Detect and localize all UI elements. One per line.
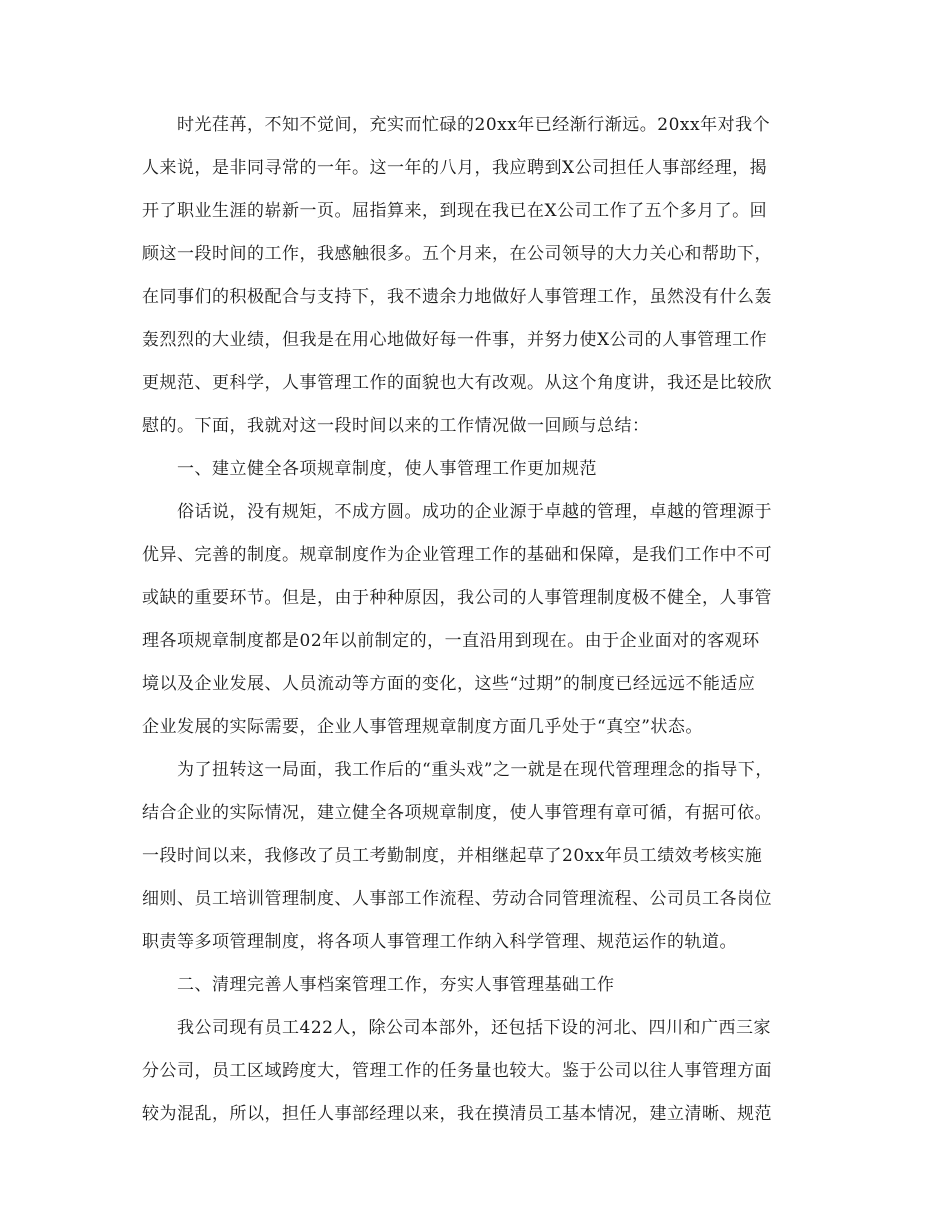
section-heading: 一、建立健全各项规章制度，使人事管理工作更加规范 bbox=[177, 459, 597, 479]
paragraph-line: 细则、员工培训管理制度、人事部工作流程、劳动合同管理流程、公司员工各岗位 bbox=[142, 889, 772, 909]
paragraph-line: 企业发展的实际需要，企业人事管理规章制度方面几乎处于“真空”状态。 bbox=[142, 717, 703, 737]
paragraph-line: 轰烈烈的大业绩，但我是在用心地做好每一件事，并努力使X公司的人事管理工作 bbox=[142, 330, 768, 350]
paragraph-line: 在同事们的积极配合与支持下，我不遗余力地做好人事管理工作，虽然没有什么轰 bbox=[142, 287, 772, 307]
paragraph-line: 俗话说，没有规矩，不成方圆。成功的企业源于卓越的管理，卓越的管理源于 bbox=[177, 502, 772, 522]
paragraph-line: 分公司，员工区域跨度大，管理工作的任务量也较大。鉴于公司以往人事管理方面 bbox=[142, 1061, 772, 1081]
paragraph-line: 优异、完善的制度。规章制度作为企业管理工作的基础和保障，是我们工作中不可 bbox=[142, 545, 772, 565]
paragraph-line: 或缺的重要环节。但是，由于种种原因，我公司的人事管理制度极不健全，人事管 bbox=[142, 588, 772, 608]
section-heading: 二、清理完善人事档案管理工作，夯实人事管理基础工作 bbox=[177, 975, 615, 995]
paragraph-line: 顾这一段时间的工作，我感触很多。五个月来，在公司领导的大力关心和帮助下， bbox=[142, 244, 772, 264]
paragraph-line: 较为混乱，所以，担任人事部经理以来，我在摸清员工基本情况，建立清晰、规范 bbox=[142, 1104, 772, 1124]
paragraph-line: 人来说，是非同寻常的一年。这一年的八月，我应聘到X公司担任人事部经理，揭 bbox=[142, 158, 768, 178]
paragraph-line: 理各项规章制度都是02年以前制定的，一直沿用到现在。由于企业面对的客观环 bbox=[142, 631, 760, 651]
paragraph-line: 更规范、更科学，人事管理工作的面貌也大有改观。从这个角度讲，我还是比较欣 bbox=[142, 373, 772, 393]
paragraph-line: 时光荏苒，不知不觉间，充实而忙碌的20xx年已经渐行渐远。20xx年对我个 bbox=[177, 115, 771, 135]
paragraph-line: 职责等多项管理制度，将各项人事管理工作纳入科学管理、规范运作的轨道。 bbox=[142, 932, 737, 952]
paragraph-line: 开了职业生涯的崭新一页。屈指算来，到现在我已在X公司工作了五个多月了。回 bbox=[142, 201, 768, 221]
paragraph-line: 为了扭转这一局面，我工作后的“重头戏”之一就是在现代管理理念的指导下， bbox=[177, 760, 773, 780]
paragraph-line: 一段时间以来，我修改了员工考勤制度，并相继起草了20xx年员工绩效考核实施 bbox=[142, 846, 763, 866]
paragraph-line: 我公司现有员工422人，除公司本部外，还包括下设的河北、四川和广西三家 bbox=[177, 1018, 771, 1038]
paragraph-line: 慰的。下面，我就对这一段时间以来的工作情况做一回顾与总结： bbox=[142, 416, 650, 436]
paragraph-line: 境以及企业发展、人员流动等方面的变化，这些“过期”的制度已经远远不能适应 bbox=[142, 674, 756, 694]
paragraph-line: 结合企业的实际情况，建立健全各项规章制度，使人事管理有章可循，有据可依。 bbox=[142, 803, 772, 823]
